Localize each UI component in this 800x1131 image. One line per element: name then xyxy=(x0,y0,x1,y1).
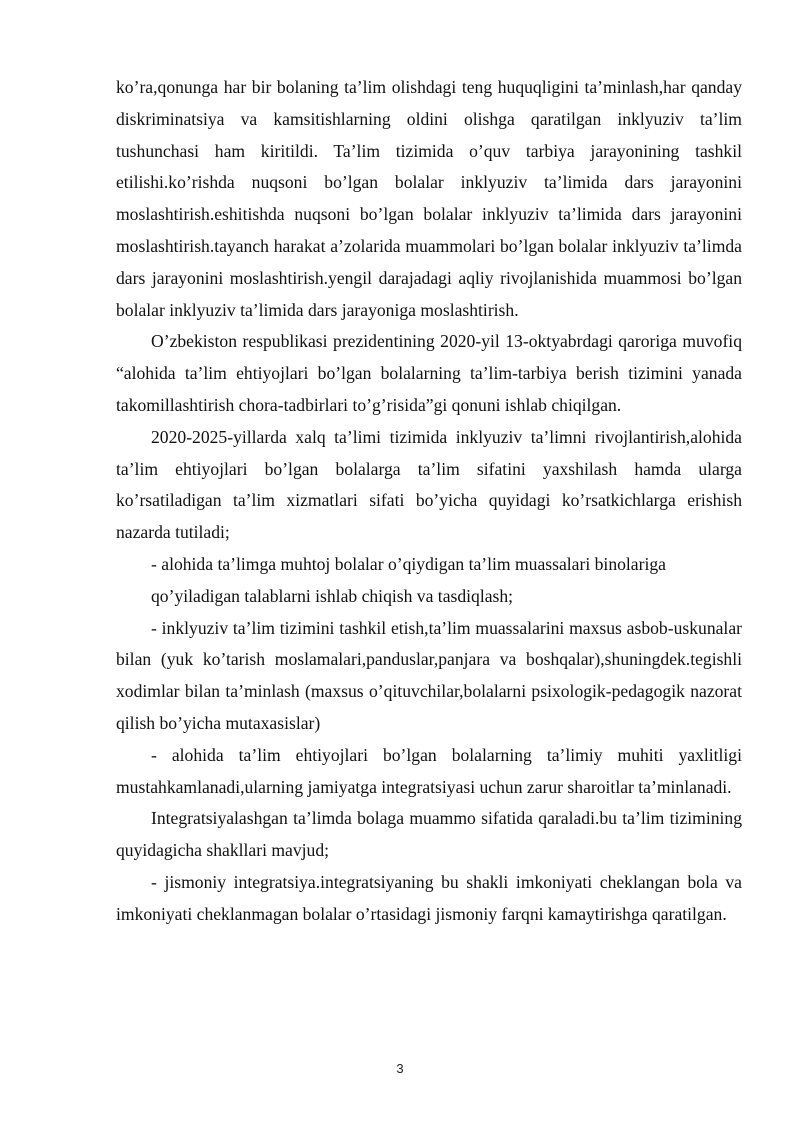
paragraph-targets: 2020-2025-yillarda xalq ta’limi tizimida inklyuziv ta’limni rivojlantirish,alohida ta’lim ehtiyojlari bo’lgan bolalarga ta’lim sifatini yaxshilash hamda ularga ko’rsatiladigan ta’lim xizmatlari sifati bo’yicha quyidagi ko’rsatkichlarga erishish nazarda tutiladi; xyxy=(116,426,742,543)
paragraph-continuation: ko’ra,qonunga har bir bolaning ta’lim olishdagi teng huquqligini ta’minlash,har qanday diskriminatsiya va kamsitishlarning oldini olishga qaratilgan inklyuziv ta’lim tushunchasi ham kiritildi. Ta’lim tizimida o’quv tarbiya jarayonining tashkil etilishi.ko’rishda nuqsoni bo’lgan bolalar inklyuziv ta’limida dars jarayonini moslashtirish.eshitishda nuqsoni bo’lgan bolalar inklyuziv ta’limida dars jarayonini moslashtirish.tayanch harakat a’zolarida muammolari bo’lgan bolalar inklyuziv ta’limda dars jarayonini moslashtirish.yengil darajadagi aqliy rivojlanishida muammosi bo’lgan bolalar inklyuziv ta’limida dars jarayoniga moslashtirish. xyxy=(116,77,742,320)
list-item-equipment: - inklyuziv ta’lim tizimini tashkil etish,ta’lim muassalarini maxsus asbob-uskunalar bilan (yuk ko’tarish moslamalari,panduslar,panjara va boshqalar),shuningdek.tegishli xodimlar bilan ta’minlash (maxsus o’qituvchilar,bolalarni psixologik-pedagogik nazorat qilish bo’yicha mutaxasislar) xyxy=(116,617,742,733)
list-item-physical-integration: - jismoniy integratsiya.integratsiyaning bu shakli imkoniyati cheklangan bola va imkoniyati cheklanmagan bolalar o’rtasidagi jismoniy farqni kamaytirishga qaratilgan. xyxy=(116,871,742,924)
paragraph-integration: Integratsiyalashgan ta’limda bolaga muammo sifatida qaraladi.bu ta’lim tizimining quyidagicha shakllari mavjud; xyxy=(116,808,742,861)
list-item-environment: - alohida ta’lim ehtiyojlari bo’lgan bolalarning ta’limiy muhiti yaxlitligi mustahkamlanadi,ularning jamiyatga integratsiyasi uchun zarur sharoitlar ta’minlanadi. xyxy=(116,744,742,797)
body-text xyxy=(116,72,742,931)
page-number: 3 xyxy=(396,1061,404,1076)
list-item-buildings-continued: qo’yiladigan talablarni ishlab chiqish va tasdiqlash; xyxy=(151,585,514,606)
list-item-buildings: - alohida ta’limga muhtoj bolalar o’qiydigan ta’lim muassalari binolariga xyxy=(151,553,666,574)
paragraph-decree: O’zbekiston respublikasi prezidentining 2020-yil 13-oktyabrdagi qaroriga muvofiq “alohida ta’lim ehtiyojlari bo’lgan bolalarning ta’lim-tarbiya berish tizimini yanada takomillashtirish chora-tadbirlari to’g’risida”gi qonuni ishlab chiqilgan. xyxy=(116,331,742,415)
